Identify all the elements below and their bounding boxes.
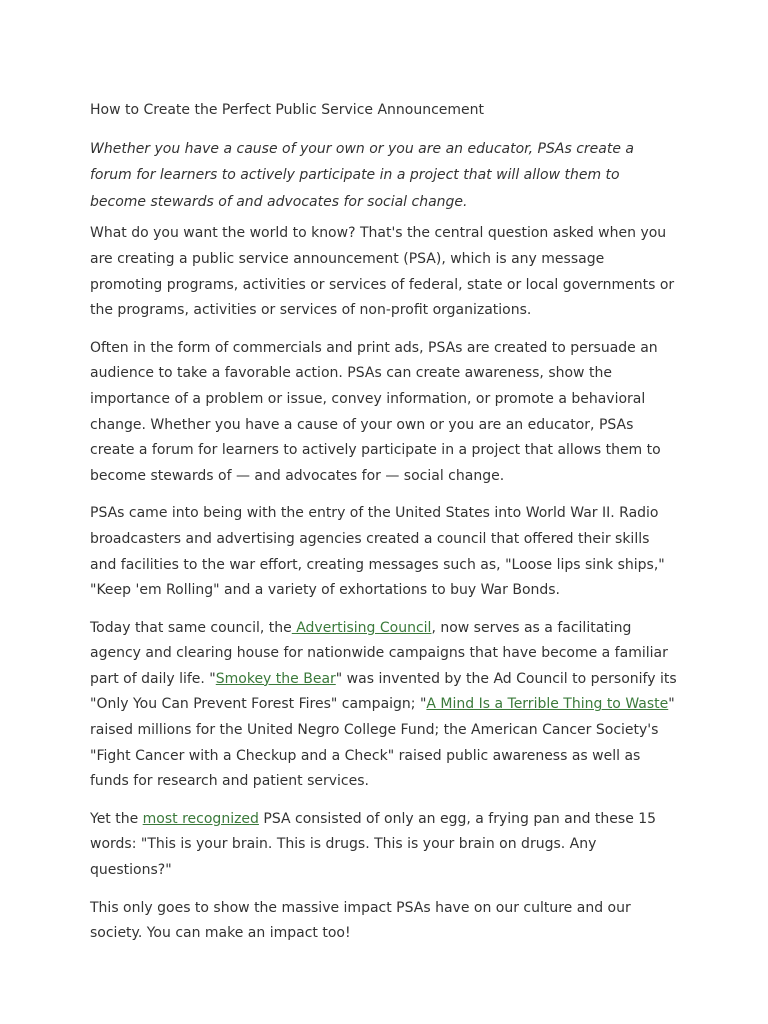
article [90, 98, 680, 947]
most-recognized-link[interactable]: most recognized [142, 810, 259, 827]
mind-terrible-thing-link[interactable]: A Mind Is a Terrible Thing to Waste [426, 696, 669, 713]
paragraph-psa-definition: What do you want the world to know? That's the central question asked when you are creating a public service announcement (PSA), which is any message promoting programs, activities or services of federal, state or local governments or the programs, activities or services of non-profit organizations. [90, 225, 675, 319]
ad-council-text-4: " raised millions for the United Negro College Fund; the American Cancer Society's "Fight Cancer with a Checkup and a Check" raised public awareness as well as funds for research and patient services. [90, 696, 675, 790]
article-intro: Whether you have a cause of your own or you are an educator, PSAs create a forum for learners to actively participate in a project that will allow them to become stewards of and advocates for social change. [90, 140, 634, 210]
paragraph-most-recognized [90, 807, 680, 884]
paragraph-conclusion: This only goes to show the massive impact PSAs have on our culture and our society. You can make an impact too! [90, 899, 631, 942]
smokey-the-bear-link[interactable]: Smokey the Bear [215, 670, 336, 687]
advertising-council-link[interactable]: Advertising Council [291, 619, 432, 636]
paragraph-ad-council [90, 616, 680, 795]
ad-council-text-3: " was invented by the Ad Council to personify its "Only You Can Prevent Forest Fires" campaign; " [90, 670, 677, 713]
most-recognized-text-1: Yet the [90, 810, 143, 827]
paragraph-psa-purpose: Often in the form of commercials and print ads, PSAs are created to persuade an audience to take a favorable action. PSAs can create awareness, show the importance of a problem or issue, convey information, or promote a behavioral change. Whether you have a cause of your own or you are an educator, PSAs create a forum for learners to actively participate in a project that allows them to become stewards of — and advocates for — social change. [90, 339, 661, 484]
most-recognized-text-2: PSA consisted of only an egg, a frying pan and these 15 words: "This is your brain. This is drugs. This is your brain on drugs. Any questions?" [90, 810, 657, 879]
ad-council-text-2: , now serves as a facilitating agency and clearing house for nationwide campaigns that have become a familiar part of daily life. " [90, 619, 668, 687]
article-title: How to Create the Perfect Public Service Announcement [90, 102, 485, 118]
paragraph-psa-history: PSAs came into being with the entry of the United States into World War II. Radio broadcasters and advertising agencies created a council that offered their skills and facilities to the war effort, creating messages such as, "Loose lips sink ships," "Keep 'em Rolling" and a variety of exhortations to buy War Bonds. [90, 505, 665, 599]
ad-council-text-1: Today that same council, the [90, 619, 292, 636]
